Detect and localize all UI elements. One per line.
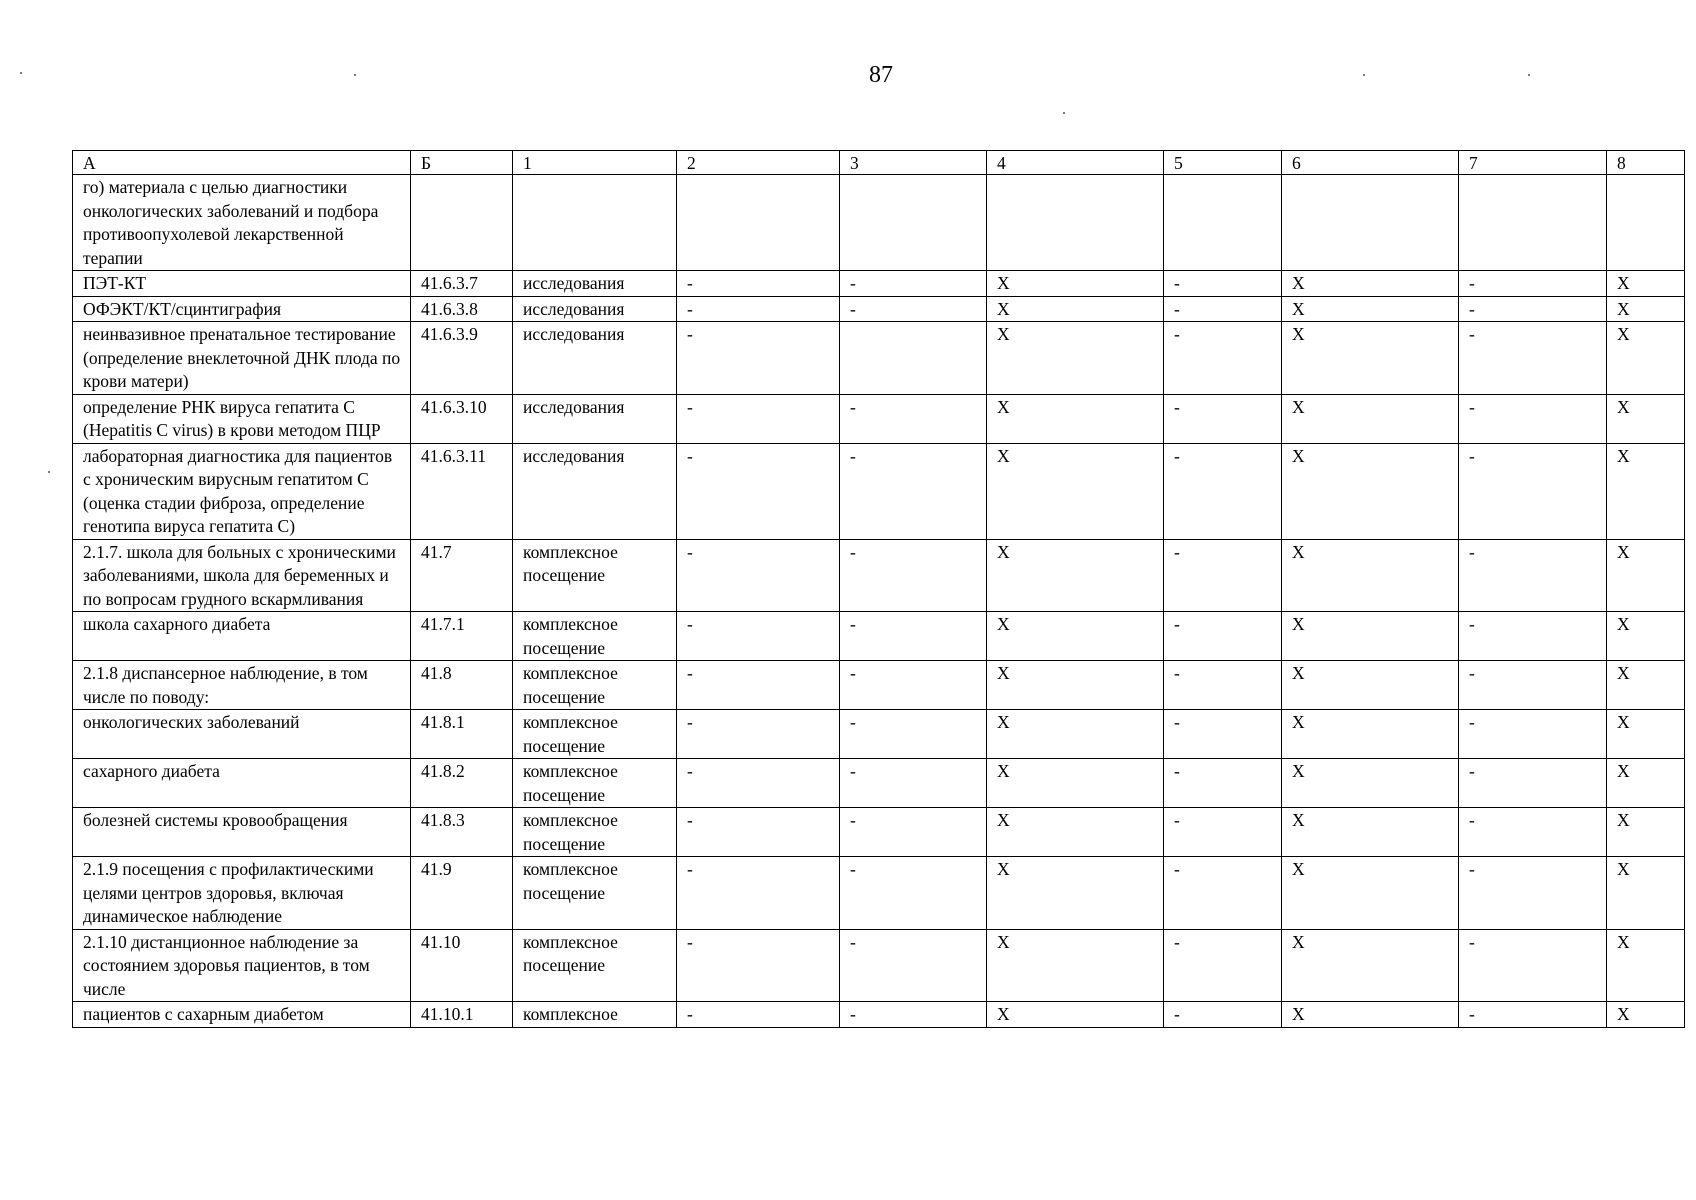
cell-col-4 [987,175,1164,271]
cell-col-3: - [840,539,987,612]
header-cell: А [73,151,411,175]
cell-col-5: - [1164,296,1282,322]
cell-col-6: X [1282,1002,1459,1028]
cell-description: онкологических заболеваний [73,710,411,759]
cell-col-6: X [1282,661,1459,710]
cell-description: определение РНК вируса гепатита С (Hepatitis C virus) в крови методом ПЦР [73,394,411,443]
cell-col-8: X [1607,759,1685,808]
cell-col-2: - [677,612,840,661]
cell-col-8: X [1607,857,1685,930]
cell-col-6: X [1282,539,1459,612]
cell-code: 41.7.1 [411,612,513,661]
cell-col-4: X [987,808,1164,857]
cell-code: 41.8.2 [411,759,513,808]
header-cell: 6 [1282,151,1459,175]
cell-col-8: X [1607,929,1685,1002]
table-row [73,271,1685,297]
table-body [73,151,1685,1028]
cell-col-8: X [1607,322,1685,395]
table-row [73,322,1685,395]
cell-unit: комплексное посещение [513,759,677,808]
cell-col-5: - [1164,443,1282,539]
cell-col-3: - [840,661,987,710]
cell-col-8 [1607,175,1685,271]
cell-code: 41.10 [411,929,513,1002]
cell-code: 41.6.3.9 [411,322,513,395]
cell-col-8: X [1607,808,1685,857]
cell-code: 41.8.3 [411,808,513,857]
cell-col-4: X [987,929,1164,1002]
cell-col-5: - [1164,322,1282,395]
table-row [73,394,1685,443]
cell-col-8: X [1607,539,1685,612]
cell-col-7: - [1459,759,1607,808]
cell-col-2: - [677,296,840,322]
cell-unit [513,175,677,271]
cell-col-6 [1282,175,1459,271]
cell-col-4: X [987,296,1164,322]
header-cell: 2 [677,151,840,175]
cell-unit: исследования [513,271,677,297]
cell-description: пациентов с сахарным диабетом [73,1002,411,1028]
cell-code [411,175,513,271]
cell-col-7: - [1459,710,1607,759]
cell-code: 41.9 [411,857,513,930]
cell-col-2: - [677,271,840,297]
cell-col-4: X [987,271,1164,297]
cell-unit: исследования [513,443,677,539]
table-row [73,808,1685,857]
cell-col-3: - [840,929,987,1002]
cell-col-7: - [1459,322,1607,395]
cell-col-7: - [1459,271,1607,297]
cell-col-5: - [1164,1002,1282,1028]
table-row [73,929,1685,1002]
header-cell: 3 [840,151,987,175]
table-row [73,661,1685,710]
table-row [73,710,1685,759]
cell-col-7: - [1459,443,1607,539]
cell-col-5: - [1164,661,1282,710]
cell-description: школа сахарного диабета [73,612,411,661]
cell-col-4: X [987,710,1164,759]
cell-col-3: - [840,808,987,857]
cell-col-4: X [987,443,1164,539]
table-row [73,759,1685,808]
cell-col-6: X [1282,443,1459,539]
cell-col-8: X [1607,271,1685,297]
table-row [73,443,1685,539]
cell-code: 41.10.1 [411,1002,513,1028]
cell-col-6: X [1282,296,1459,322]
data-table [72,150,1685,1028]
cell-col-2: - [677,322,840,395]
cell-col-3: - [840,857,987,930]
cell-col-2: - [677,929,840,1002]
table-row [73,857,1685,930]
cell-code: 41.8.1 [411,710,513,759]
cell-col-4: X [987,759,1164,808]
cell-col-6: X [1282,710,1459,759]
cell-col-3: - [840,443,987,539]
cell-unit: комплексное посещение [513,857,677,930]
cell-col-6: X [1282,394,1459,443]
scan-speck [354,74,356,76]
cell-col-4: X [987,539,1164,612]
header-cell: 4 [987,151,1164,175]
cell-col-3: - [840,1002,987,1028]
cell-col-6: X [1282,759,1459,808]
cell-unit: комплексное посещение [513,710,677,759]
table-row [73,175,1685,271]
cell-col-7 [1459,175,1607,271]
cell-unit: комплексное посещение [513,661,677,710]
cell-description: сахарного диабета [73,759,411,808]
cell-col-5: - [1164,759,1282,808]
cell-col-8: X [1607,443,1685,539]
table-row [73,612,1685,661]
scan-speck [1063,112,1065,114]
cell-col-5: - [1164,710,1282,759]
cell-col-2: - [677,394,840,443]
cell-col-2: - [677,759,840,808]
cell-col-7: - [1459,612,1607,661]
cell-col-4: X [987,1002,1164,1028]
cell-code: 41.8 [411,661,513,710]
cell-col-3: - [840,759,987,808]
page-number: 87 [869,62,893,88]
table-row [73,1002,1685,1028]
cell-col-2: - [677,808,840,857]
cell-unit: исследования [513,394,677,443]
cell-col-5: - [1164,612,1282,661]
cell-col-2: - [677,710,840,759]
cell-col-8: X [1607,612,1685,661]
cell-description: 2.1.10 дистанционное наблюдение за состоянием здоровья пациентов, в том числе [73,929,411,1002]
header-cell: 7 [1459,151,1607,175]
cell-unit: исследования [513,296,677,322]
cell-col-7: - [1459,296,1607,322]
cell-col-5 [1164,175,1282,271]
cell-col-7: - [1459,1002,1607,1028]
cell-col-6: X [1282,808,1459,857]
cell-unit: комплексное посещение [513,929,677,1002]
header-cell: 8 [1607,151,1685,175]
cell-col-5: - [1164,808,1282,857]
cell-col-4: X [987,661,1164,710]
cell-col-2: - [677,661,840,710]
cell-col-3: - [840,296,987,322]
cell-unit: исследования [513,322,677,395]
cell-col-5: - [1164,857,1282,930]
cell-col-3: - [840,710,987,759]
cell-unit: комплексное [513,1002,677,1028]
cell-code: 41.7 [411,539,513,612]
cell-col-3 [840,322,987,395]
table-row [73,539,1685,612]
cell-col-6: X [1282,929,1459,1002]
cell-description: неинвазивное пренатальное тестирование (определение внеклеточной ДНК плода по крови матери) [73,322,411,395]
cell-description: болезней системы кровообращения [73,808,411,857]
cell-col-7: - [1459,539,1607,612]
cell-col-2: - [677,539,840,612]
cell-col-6: X [1282,857,1459,930]
cell-code: 41.6.3.8 [411,296,513,322]
cell-col-2 [677,175,840,271]
header-cell: 1 [513,151,677,175]
cell-description: 2.1.7. школа для больных с хроническими заболеваниями, школа для беременных и по вопросам грудного вскармливания [73,539,411,612]
cell-col-8: X [1607,710,1685,759]
cell-col-8: X [1607,394,1685,443]
cell-col-3 [840,175,987,271]
cell-col-8: X [1607,296,1685,322]
scan-speck [1528,74,1530,76]
cell-unit: комплексное посещение [513,539,677,612]
cell-col-8: X [1607,1002,1685,1028]
cell-col-3: - [840,612,987,661]
cell-col-7: - [1459,808,1607,857]
cell-col-7: - [1459,929,1607,1002]
cell-col-7: - [1459,661,1607,710]
cell-col-2: - [677,443,840,539]
cell-description: ПЭТ-КТ [73,271,411,297]
cell-col-2: - [677,1002,840,1028]
cell-unit: комплексное посещение [513,612,677,661]
header-cell: 5 [1164,151,1282,175]
cell-description: 2.1.9 посещения с профилактическими целями центров здоровья, включая динамическое наблюдение [73,857,411,930]
cell-description: 2.1.8 диспансерное наблюдение, в том числе по поводу: [73,661,411,710]
scan-speck [48,471,50,473]
cell-code: 41.6.3.10 [411,394,513,443]
cell-col-7: - [1459,857,1607,930]
cell-col-5: - [1164,539,1282,612]
cell-col-4: X [987,322,1164,395]
cell-col-5: - [1164,271,1282,297]
cell-col-6: X [1282,271,1459,297]
table-row [73,296,1685,322]
cell-col-3: - [840,394,987,443]
cell-description: ОФЭКТ/КТ/сцинтиграфия [73,296,411,322]
cell-col-2: - [677,857,840,930]
cell-col-6: X [1282,322,1459,395]
cell-col-7: - [1459,394,1607,443]
cell-description: лабораторная диагностика для пациентов с хроническим вирусным гепатитом С (оценка стадии фиброза, определение генотипа вируса гепатита С) [73,443,411,539]
scan-speck [20,72,22,74]
scan-speck [1363,74,1365,76]
cell-description: го) материала с целью диагностики онкологических заболеваний и подбора противоопухолевой лекарственной терапии [73,175,411,271]
cell-unit: комплексное посещение [513,808,677,857]
cell-col-4: X [987,612,1164,661]
cell-col-3: - [840,271,987,297]
cell-code: 41.6.3.11 [411,443,513,539]
table-header-row [73,151,1685,175]
cell-col-5: - [1164,929,1282,1002]
cell-col-8: X [1607,661,1685,710]
header-cell: Б [411,151,513,175]
cell-col-6: X [1282,612,1459,661]
cell-col-4: X [987,857,1164,930]
cell-col-4: X [987,394,1164,443]
cell-col-5: - [1164,394,1282,443]
cell-code: 41.6.3.7 [411,271,513,297]
